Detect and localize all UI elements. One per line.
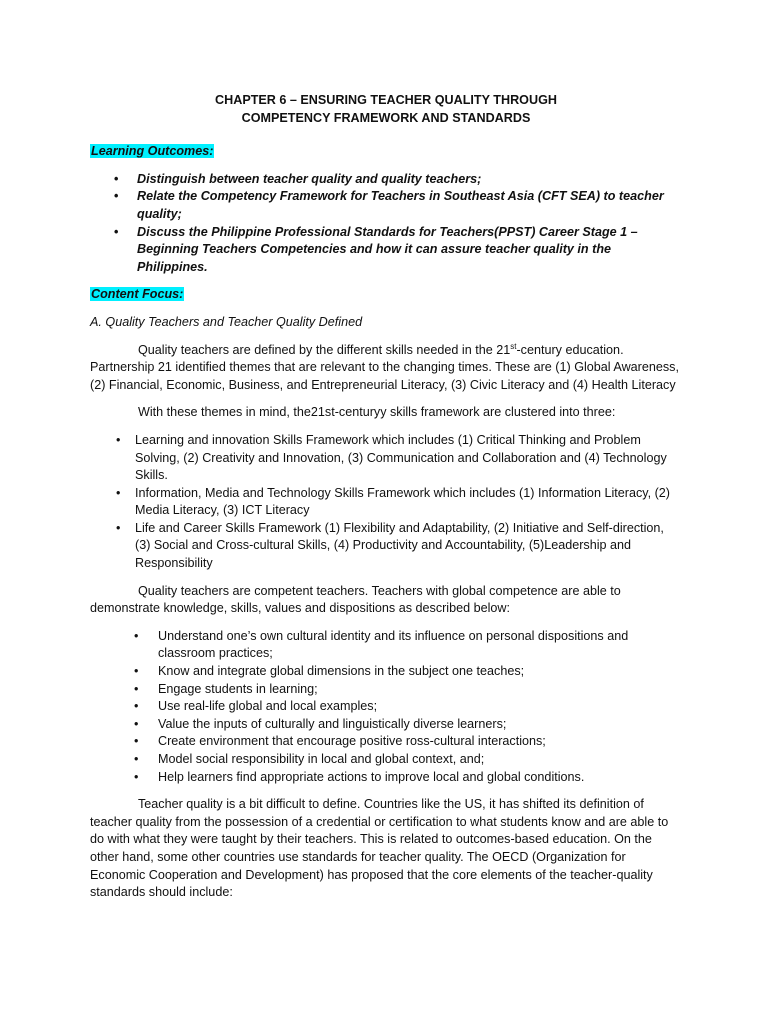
list-item-text: Information, Media and Technology Skills Framework which includes (1) Information Literacy, (2) Media Literacy, (3) ICT Literacy: [135, 485, 670, 518]
chapter-title-line-1: CHAPTER 6 – ENSURING TEACHER QUALITY THROUGH: [215, 93, 557, 107]
list-item: [90, 224, 682, 277]
competencies-list: [90, 628, 682, 786]
superscript-st: st: [510, 341, 517, 351]
bullet-icon: •: [134, 716, 139, 731]
bullet-icon: •: [116, 485, 121, 500]
list-item-text: Distinguish between teacher quality and quality teachers;: [137, 171, 482, 186]
learning-outcomes-list: [90, 171, 682, 277]
list-item-text: Use real-life global and local examples;: [158, 699, 378, 714]
list-item: [90, 520, 682, 573]
list-item-text: Engage students in learning;: [158, 681, 318, 696]
list-item: [90, 716, 682, 734]
list-item-text: Life and Career Skills Framework (1) Flexibility and Adaptability, (2) Initiative and Self-direction, (3) Social and Cross-cultural Skills, (4) Productivity and Accountability, (5)Leadership and Responsibility: [135, 520, 664, 571]
frameworks-list: [90, 432, 682, 573]
content-focus-label: Content Focus:: [91, 287, 184, 302]
list-item-text: Understand one’s own cultural identity and its influence on personal dispositions and classroom practices;: [158, 628, 629, 661]
list-item-text: Value the inputs of culturally and linguistically diverse learners;: [158, 716, 507, 731]
list-item: [90, 733, 682, 751]
bullet-icon: •: [134, 734, 139, 749]
list-item: [90, 485, 682, 520]
bullet-icon: •: [134, 752, 139, 766]
list-item: [90, 188, 682, 223]
bullet-icon: •: [134, 681, 139, 696]
bullet-icon: •: [116, 520, 121, 535]
list-item-text: Model social responsibility in local and global context, and;: [158, 752, 485, 766]
paragraph-themes: With these themes in mind, the21st-centuryy skills framework are clustered into three:: [138, 405, 616, 420]
chapter-title-line-2: COMPETENCY FRAMEWORK AND STANDARDS: [241, 110, 531, 125]
paragraph-quality-teachers: [90, 342, 682, 395]
learning-outcomes-heading: [90, 143, 682, 161]
list-item: [90, 432, 682, 485]
list-item: [90, 171, 682, 189]
bullet-icon: •: [134, 769, 139, 784]
list-item: [90, 663, 682, 681]
list-item-text: Learning and innovation Skills Framework which includes (1) Critical Thinking and Problem Solving, (2) Creativity and Innovation, (3) Communication and Collaboration and (4) Technology Skills.: [135, 432, 667, 483]
bullet-icon: •: [134, 664, 139, 679]
paragraph-teacher-quality: Teacher quality is a bit difficult to define. Countries like the US, it has shifted its definition of teacher quality from the possession of a credential or certification to what students know and are able to do with what they were taught by their teachers. This is related to outcomes-based education. On the other hand, some other countries use standards for teacher quality. The OECD (Organization for Economic Cooperation and Development) has proposed that the core elements of the teacher-quality standards should include:: [90, 797, 669, 900]
paragraph-competent-teachers: Quality teachers are competent teachers. Teachers with global competence are able to demonstrate knowledge, skills, values and dispositions as described below:: [90, 583, 621, 616]
bullet-icon: •: [134, 628, 139, 643]
list-item-text: Discuss the Philippine Professional Standards for Teachers(PPST) Career Stage 1 – Beginning Teachers Competencies and how it can assure teacher quality in the Philippines.: [137, 224, 638, 274]
bullet-icon: •: [114, 171, 119, 186]
section-a-heading: A. Quality Teachers and Teacher Quality Defined: [90, 314, 363, 329]
list-item: [90, 698, 682, 716]
list-item: [90, 681, 682, 699]
bullet-icon: •: [116, 432, 121, 447]
learning-outcomes-label: Learning Outcomes:: [91, 144, 214, 159]
list-item: [90, 628, 682, 663]
list-item: [90, 751, 682, 769]
bullet-icon: •: [114, 189, 119, 204]
list-item-text: Create environment that encourage positive ross-cultural interactions;: [158, 734, 546, 749]
list-item-text: Relate the Competency Framework for Teachers in Southeast Asia (CFT SEA) to teacher quality;: [137, 189, 664, 221]
list-item-text: Help learners find appropriate actions to improve local and global conditions.: [158, 769, 585, 784]
bullet-icon: •: [114, 224, 119, 239]
paragraph-text: Quality teachers are defined by the different skills needed in the 21: [138, 342, 511, 357]
list-item-text: Know and integrate global dimensions in the subject one teaches;: [158, 664, 525, 679]
content-focus-heading: [90, 286, 682, 304]
paragraph-text: -century education. Partnership 21 identified themes that are relevant to the changing times. These are (1) Global Awareness, (2) Financial, Economic, Business, and Entrepreneurial Literacy, (3) Civic Literacy and (4) Health Literacy: [90, 342, 679, 392]
list-item: [90, 769, 682, 787]
bullet-icon: •: [134, 699, 139, 714]
chapter-title: [90, 92, 682, 127]
